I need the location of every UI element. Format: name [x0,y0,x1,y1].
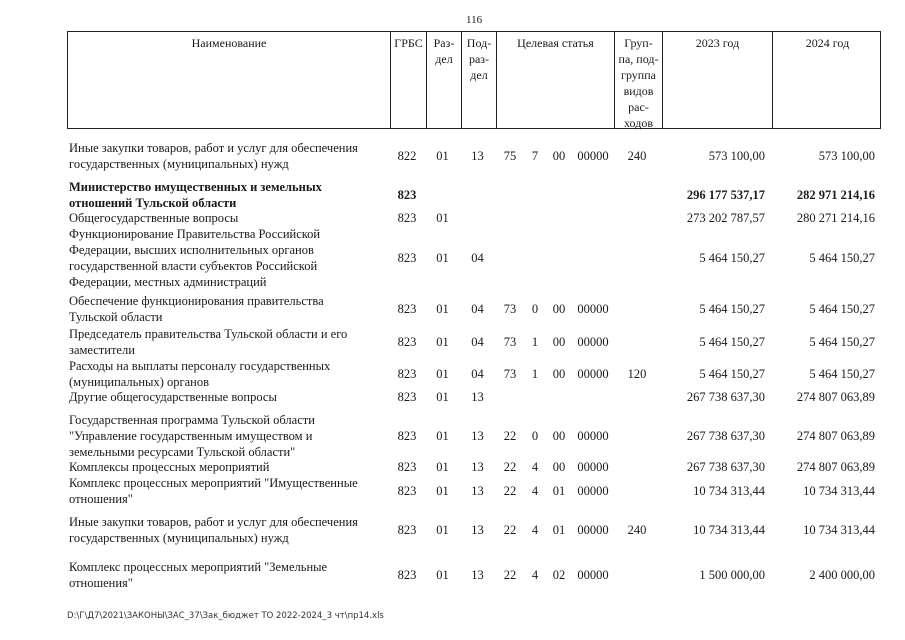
cell-grbs: 823 [397,390,417,404]
cell-v2024: 5 464 150,27 [809,302,875,316]
cell-v2024: 5 464 150,27 [809,367,875,381]
cell-v2023: 10 734 313,44 [693,523,765,537]
row-name: Иные закупки товаров, работ и услуг для обеспечения государственных (муниципальных) нужд [69,141,358,171]
cell-rz: 01 [436,429,449,443]
row-name: Министерство имущественных и земельных отношений Тульской области [69,180,322,210]
cell-grbs: 823 [397,188,417,202]
table-row [67,293,881,325]
cell-t2: 4 [531,523,539,537]
cell-v2024: 2 400 000,00 [809,568,875,582]
table-row [67,326,881,358]
cell-grbs: 823 [397,367,417,381]
cell-t1: 75 [503,149,517,163]
cell-t4: 00000 [577,367,609,381]
table-row [67,412,881,460]
cell-t4: 00000 [577,523,609,537]
header-group: Груп- па, под- группа видов рас- ходов [614,32,662,128]
cell-rz: 01 [436,211,449,225]
cell-pr: 13 [471,568,484,582]
cell-rz: 01 [436,335,449,349]
row-name: Председатель правительства Тульской области и его заместители [69,327,348,357]
table-row [67,226,881,290]
row-name: Государственная программа Тульской области "Управление государственным имуществом и земельными ресурсами Тульской области" [69,413,315,459]
header-razdel: Раз- дел [426,32,461,128]
cell-v2023: 573 100,00 [708,149,765,163]
table-row [67,389,881,405]
cell-v2024: 280 271 214,16 [796,211,875,225]
header-podrazdel: Под- раз- дел [461,32,496,128]
cell-t2: 1 [531,335,539,349]
cell-t4: 00000 [577,460,609,474]
cell-grbs: 823 [397,429,417,443]
cell-t4: 00000 [577,302,609,316]
cell-rz: 01 [436,251,449,265]
row-name: Расходы на выплаты персоналу государственных (муниципальных) органов [69,359,331,389]
row-name: Общегосударственные вопросы [69,211,239,225]
cell-pr: 04 [471,335,484,349]
row-name: Функционирование Правительства Российской Федерации, высших исполнительных органов государственной власти субъектов Российской Федерации, местных администраций [69,227,321,289]
cell-t3: 00 [552,429,566,443]
cell-vr: 240 [627,523,647,537]
cell-t4: 00000 [577,568,609,582]
cell-grbs: 822 [397,149,417,163]
cell-pr: 13 [471,523,484,537]
table-row [67,475,881,507]
header-2024: 2024 год [772,32,882,128]
row-name: Обеспечение функционирования правительства Тульской области [69,294,324,324]
cell-v2024: 282 971 214,16 [796,188,875,202]
cell-t1: 22 [503,429,517,443]
cell-t2: 7 [531,149,539,163]
cell-v2023: 296 177 537,17 [686,188,765,202]
table-row [67,179,881,211]
cell-t1: 73 [503,367,517,381]
cell-rz: 01 [436,460,449,474]
table-row [67,140,881,172]
cell-t3: 02 [552,568,566,582]
cell-t2: 1 [531,367,539,381]
row-name: Комплекс процессных мероприятий "Земельные отношения" [69,560,328,590]
cell-grbs: 823 [397,251,417,265]
cell-v2024: 5 464 150,27 [809,335,875,349]
cell-t4: 00000 [577,484,609,498]
cell-t3: 00 [552,302,566,316]
cell-v2024: 274 807 063,89 [796,429,875,443]
cell-pr: 13 [471,390,484,404]
header-target: Целевая статья [496,32,614,128]
cell-v2023: 1 500 000,00 [699,568,765,582]
cell-t3: 00 [552,149,566,163]
cell-t2: 4 [531,484,539,498]
cell-t1: 22 [503,568,517,582]
cell-rz: 01 [436,484,449,498]
table-row [67,559,881,591]
cell-v2023: 5 464 150,27 [699,251,765,265]
cell-rz: 01 [436,149,449,163]
cell-grbs: 823 [397,211,417,225]
cell-pr: 13 [471,429,484,443]
cell-t4: 00000 [577,149,609,163]
cell-vr: 120 [627,367,647,381]
cell-v2024: 10 734 313,44 [803,523,875,537]
cell-v2023: 267 738 637,30 [686,390,765,404]
cell-v2024: 573 100,00 [818,149,875,163]
cell-v2024: 274 807 063,89 [796,460,875,474]
cell-t3: 00 [552,367,566,381]
row-name: Иные закупки товаров, работ и услуг для обеспечения государственных (муниципальных) нужд [69,515,358,545]
cell-v2023: 273 202 787,57 [686,211,765,225]
cell-t1: 22 [503,484,517,498]
cell-grbs: 823 [397,484,417,498]
table-row [67,358,881,390]
cell-t1: 73 [503,302,517,316]
cell-t1: 22 [503,460,517,474]
table-row [67,459,881,475]
cell-rz: 01 [436,523,449,537]
cell-v2023: 10 734 313,44 [693,484,765,498]
cell-t4: 00000 [577,335,609,349]
cell-t2: 4 [531,568,539,582]
cell-t3: 00 [552,335,566,349]
cell-pr: 04 [471,251,484,265]
cell-pr: 04 [471,367,484,381]
cell-t4: 00000 [577,429,609,443]
file-path: D:\Г\Д7\2021\ЗАКОНЫ\ЗАС_37\Зак_бюджет ТО 2022-2024_3 чт\пр14.xls [67,611,384,621]
cell-pr: 13 [471,149,484,163]
cell-t2: 0 [531,302,539,316]
cell-t1: 73 [503,335,517,349]
cell-v2023: 5 464 150,27 [699,302,765,316]
cell-t3: 01 [552,484,566,498]
cell-vr: 240 [627,149,647,163]
header-grbs: ГРБС [390,32,426,128]
cell-t2: 4 [531,460,539,474]
table-header [67,31,881,129]
cell-v2023: 267 738 637,30 [686,460,765,474]
header-name: Наименование [191,36,267,50]
cell-grbs: 823 [397,568,417,582]
row-name: Другие общегосударственные вопросы [69,390,277,404]
cell-grbs: 823 [397,460,417,474]
cell-t3: 01 [552,523,566,537]
cell-v2023: 267 738 637,30 [686,429,765,443]
table-row [67,210,881,226]
cell-grbs: 823 [397,302,417,316]
cell-rz: 01 [436,302,449,316]
cell-grbs: 823 [397,335,417,349]
cell-t2: 0 [531,429,539,443]
cell-rz: 01 [436,390,449,404]
header-2023: 2023 год [662,32,772,128]
cell-v2023: 5 464 150,27 [699,335,765,349]
row-name: Комплексы процессных мероприятий [69,460,270,474]
cell-v2023: 5 464 150,27 [699,367,765,381]
cell-rz: 01 [436,367,449,381]
row-name: Комплекс процессных мероприятий "Имущественные отношения" [69,476,358,506]
cell-t1: 22 [503,523,517,537]
cell-t3: 00 [552,460,566,474]
cell-v2024: 5 464 150,27 [809,251,875,265]
cell-pr: 13 [471,484,484,498]
page-number: 116 [466,14,483,26]
table-row [67,514,881,546]
cell-pr: 04 [471,302,484,316]
cell-grbs: 823 [397,523,417,537]
cell-rz: 01 [436,568,449,582]
cell-pr: 13 [471,460,484,474]
cell-v2024: 10 734 313,44 [803,484,875,498]
cell-v2024: 274 807 063,89 [796,390,875,404]
